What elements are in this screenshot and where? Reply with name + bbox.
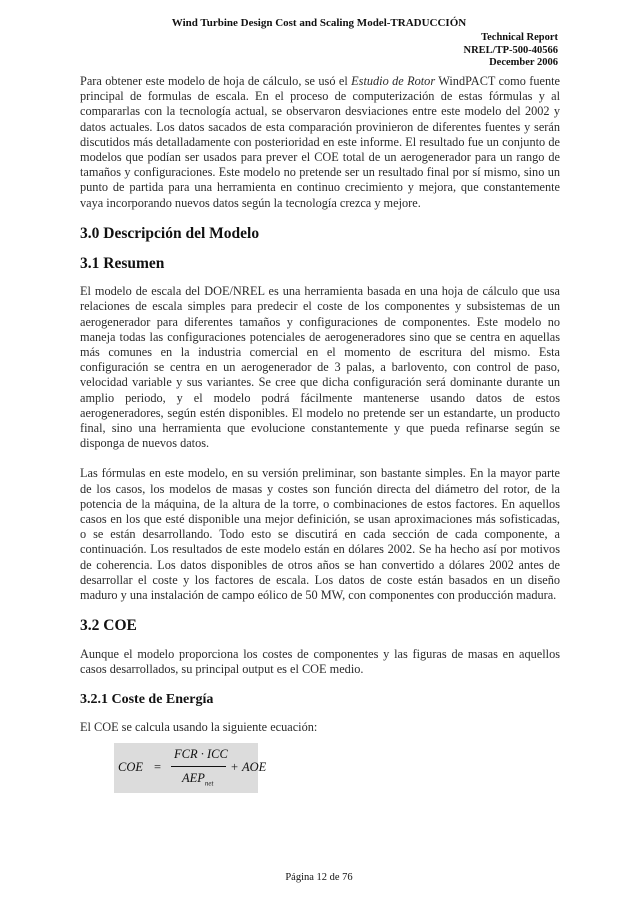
resumen-paragraph-2: Las fórmulas en este modelo, en su versión preliminar, son bastante simples. En la mayor parte de los casos, los modelos de masas y costes son función directa del diámetro del rotor, de la potencia de la máquina, de la altura de la torre, o combinaciones de estos factores. En aquellos casos en los que esté disponible una mejor definición, se usan aproximaciones más sofisticadas, o se están desarrollando. Todo esto se discutirá en cada sección de cada componente, a continuación. Los resultados de este modelo están en dólares 2002. Se ha hecho así por motivos de coherencia. Los datos disponibles de otros años se han convertido a dólares 2002 antes de desarrollar el coste y los factores de escala. Los datos de coste están basados en un diseño maduro y una instalación de campo eólico de 50 MW, con componentes con producción madura. <box>80 466 560 603</box>
equation-numerator: FCR · ICC <box>174 747 228 762</box>
equation-equals: = <box>154 760 162 775</box>
coe-paragraph: Aunque el modelo proporciona los costes de componentes y las figuras de masas en aquellos casos desarrollados, su principal output es el COE medio. <box>80 646 560 676</box>
coe-equation <box>114 743 267 793</box>
denominator-main: AEP <box>182 771 205 786</box>
equation-rhs: AOE <box>242 760 267 775</box>
report-type: Technical Report <box>481 32 558 43</box>
section-heading-3-2-1: 3.2.1 Coste de Energía <box>80 691 214 707</box>
running-header-title: Wind Turbine Design Cost and Scaling Model-TRADUCCIÓN <box>171 17 467 29</box>
equation-intro: El COE se calcula usando la siguiente ecuación: <box>80 720 318 735</box>
intro-italic-reference: Estudio de Rotor <box>351 74 436 88</box>
section-heading-3-1: 3.1 Resumen <box>80 255 165 273</box>
intro-text-start: Para obtener este modelo de hoja de cálculo, se usó el <box>80 74 352 88</box>
report-number: NREL/TP-500-40566 <box>463 44 558 56</box>
section-heading-3-2: 3.2 COE <box>80 617 137 635</box>
equation-plus: + <box>231 760 239 775</box>
resumen-paragraph-1: El modelo de escala del DOE/NREL es una herramienta basada en una hoja de cálculo que usa relaciones de escala simples para predecir el coste de los componentes y subsistemas de un aerogenerador para diferentes tamaños y configuraciones de componentes. Este modelo no maneja todas las configuraciones potenciales de aerogeneradores sino que se centra en aquellas más comunes en la industria comercial en el momento de escritura del mismo. Esta configuración se centra en un aerogenerador de 3 palas, a barlovento, con control de paso, velocidad variable y sus variantes. Se cree que dicha configuración será dominante durante un amplio periodo, y el modelo podrá fácilmente mantenerse usando datos de estos aerogeneradores, según estén disponibles. El modelo no pretende ser un estandarte, un producto final, sino una herramienta que evolucione constantemente y que pueda refinarse según se disponga de nuevos datos. <box>80 284 560 451</box>
report-date: December 2006 <box>489 57 558 69</box>
denominator-subscript: net <box>204 779 214 788</box>
intro-text-end: WindPACT como fuente principal de formulas de escala. En el proceso de computerización de estas fórmulas y al compararlas con la tecnología actual, se observaron desviaciones entre este modelo del 2002 y datos actuales. Los datos sacados de esta comparación provinieron de diferentes fuentes y serán discutidos más detalladamente con posterioridad en este informe. El resultado fue un conjunto de modelos que podían ser usados para prever el COE total de un aerogenerador para un rango de tamaños y configuraciones. Este modelo no pretende ser un resultado final por sí mismo, sino un punto de partida para una herramienta en continuo crecimiento y mejora, que constantemente vaya incorporando nuevos datos según la tecnología crezca y mejore. <box>80 74 560 210</box>
document-body <box>80 74 560 793</box>
page-number: Página 12 de 76 <box>285 872 353 883</box>
intro-paragraph <box>80 74 560 211</box>
section-heading-3-0: 3.0 Descripción del Modelo <box>80 224 260 242</box>
report-info <box>464 32 559 70</box>
equation-denominator <box>182 771 213 792</box>
fraction-bar <box>171 766 226 767</box>
equation-lhs: COE <box>118 760 143 775</box>
